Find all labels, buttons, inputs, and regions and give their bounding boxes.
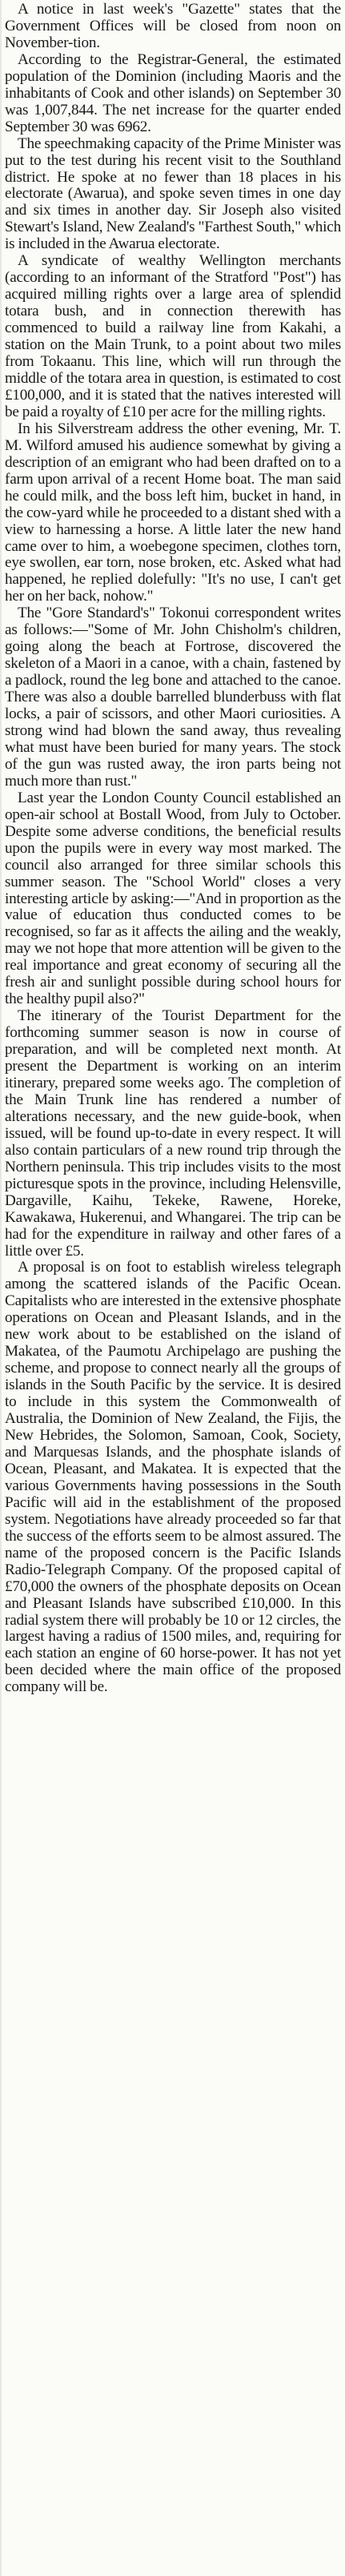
article-column bbox=[5, 2, 341, 1696]
paragraph-prime-minister-speeches: The speechmaking capacity of the Prime Minister was put to the test during his recent visit to the Southland district. He spoke at no fewer than 18 places in his electorate (Awarua), and spoke seven times in one day and six times in another day. Sir Joseph also visited Stewart's Island, New Zealand's "Farthest South," which is included in the Awarua electorate. bbox=[5, 135, 341, 253]
paragraph-wilford-emigrant: In his Silverstream address the other evening, Mr. T. M. Wilford amused his audience somewhat by giving a description of an emigrant who had been drafted on to a farm upon arrival of a recent Home boat. The man said he could milk, and the boss left him, bucket in hand, in the cow-yard while he proceeded to a distant shed with a view to harnessing a horse. A little later the new hand came over to him, a woebegone specimen, clothes torn, eye swollen, ear torn, nose broken, etc. Asked what had happened, he replied dolefully: "It's no use, I can't get her on her back, nohow." bbox=[5, 420, 341, 605]
paragraph-tokonui-skeleton: The "Gore Standard's" Tokonui correspondent writes as follows:—"Some of Mr. John Chisholm's children, going along the beach at Fortrose, discovered the skeleton of a Maori in a canoe, with a chain, fastened by a padlock, round the leg bone and attached to the canoe. There was also a double barrelled blunderbuss with flat locks, a pair of scissors, and other Maori curiosities. A strong wind had blown the sand away, thus revealing what must have been buried for many years. The stock of the gun was rusted away, the iron parts being not much more than rust." bbox=[5, 605, 341, 790]
paragraph-wireless-telegraph: A proposal is on foot to establish wireless telegraph among the scattered islands of the Pacific Ocean. Capitalists who are interested in the extensive phosphate operations on Ocean and Pleasant Islands, and in the new work about to be established on the island of Makatea, of the Paumotu Archipelago are pushing the scheme, and propose to connect nearly all the groups of islands in the South Pacific by the service. It is desired to include in this system the Commonwealth of Australia, the Dominion of New Zealand, the Fijis, the New Hebrides, the Solomon, Samoan, Cook, Society, and Marquesas Islands, and the phosphate islands of Ocean, Pleasant, and Makatea. It is expected that the various Governments having possessions in the South Pacific will aid in the establishment of the proposed system. Negotiations have already proceeded so far that the success of the efforts seem to be almost assured. The name of the proposed concern is the Pacific Islands Radio-Telegraph Company. Of the proposed capital of £70,000 the owners of the phosphate deposits on Ocean and Pleasant Islands have subscribed £10,000. In this radial system there will probably be 10 or 12 circles, the largest having a radius of 1500 miles, and, requiring for each station an engine of 60 horse-power. It has not yet been decided where the main office of the proposed company will be. bbox=[5, 1259, 341, 1696]
paragraph-totara-syndicate: A syndicate of wealthy Wellington merchants (according to an informant of the Stratford "Post") has acquired milling rights over a large area of splendid totara bush, and in connection therewith has commenced to build a railway line from Kakahi, a station on the Main Trunk, to a point about two miles from Tokaanu. This line, which will run through the middle of the totara area in question, is estimated to cost £100,000, and it is stated that the natives interested will be paid a royalty of £10 per acre for the milling rights. bbox=[5, 252, 341, 420]
paragraph-population: According to the Registrar-General, the estimated population of the Dominion (including Maoris and the inhabitants of Cook and other islands) on September 30 was 1,007,844. The net increase for the quarter ended September 30 was 6962. bbox=[5, 50, 341, 135]
column-edge-rule bbox=[0, 0, 2, 2576]
paragraph-gazette-notice: A notice in last week's "Gazette" states that the Government Offices will be closed from noon on November-tion. bbox=[5, 1, 341, 51]
paragraph-tourist-itinerary: The itinerary of the Tourist Department for the forthcoming summer season is now in course of preparation, and will be completed next month. At present the Department is working on an interim itinerary, prepared some weeks ago. The completion of the Main Trunk line has rendered a number of alterations necessary, and the new guide-book, when issued, will be found up-to-date in every respect. It will also contain particulars of a new round trip through the Northern peninsula. This trip includes visits to the most picturesque spots in the province, including Helensville, Dargaville, Kaihu, Tekeke, Rawene, Horeke, Kawakawa, Hukerenui, and Whangarei. The trip can be had for the expenditure in railway and other fares of a little over £5. bbox=[5, 1007, 341, 1260]
paragraph-open-air-school: Last year the London County Council established an open-air school at Bostall Wood, from July to October. Despite some adverse conditions, the beneficial results upon the pupils were in every way most marked. The council also arranged for three similar schools this summer season. The "School World" closes a very interesting article by asking:—"And in proportion as the value of education thus conducted comes to be recognised, so far as it affects the ailing and the weakly, may we not hope that more attention will be given to the real importance and great economy of securing all the fresh air and sunlight possible during school hours for the healthy pupil also?" bbox=[5, 789, 341, 1008]
